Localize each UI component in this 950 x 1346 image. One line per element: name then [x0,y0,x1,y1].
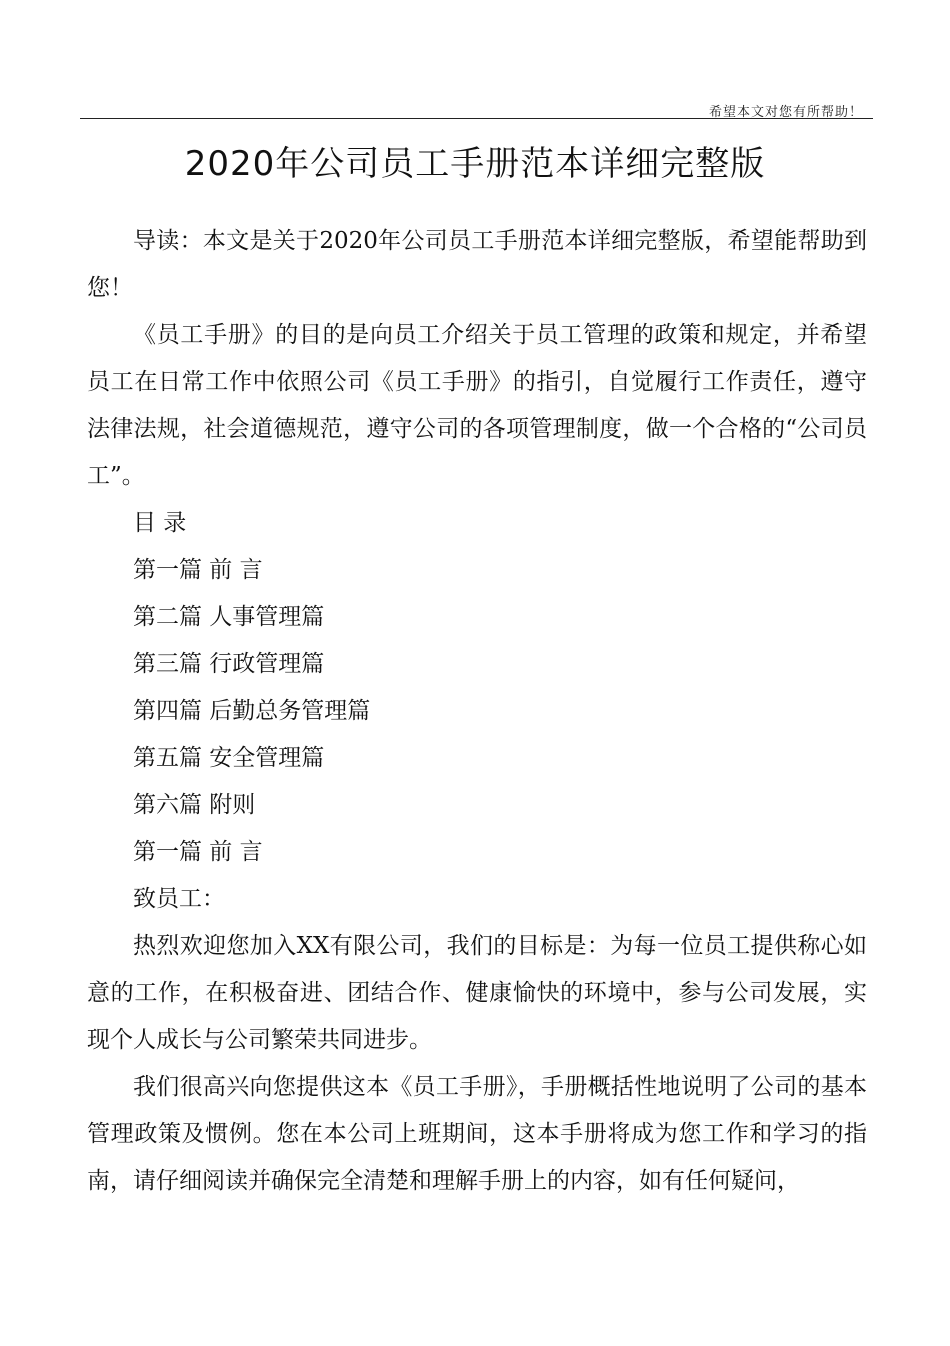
toc-item: 第一篇 前 言 [133,557,263,583]
welcome-paragraph: 热烈欢迎您加入XX有限公司，我们的目标是：为每一位员工提供称心如意的工作，在积极奋进、团结合作、健康愉快的环境中，参与公司发展，实现个人成长与公司繁荣共同进步。 [87,933,867,1053]
toc-item: 第三篇 行政管理篇 [133,651,325,677]
handbook-intro-paragraph: 我们很高兴向您提供这本《员工手册》，手册概括性地说明了公司的基本管理政策及惯例。您在本公司上班期间，这本手册将成为您工作和学习的指南，请仔细阅读并确保完全清楚和理解手册上的内容，如有任何疑问， [87,1074,867,1194]
toc-heading: 目 录 [133,510,187,536]
section-heading: 第一篇 前 言 [133,839,263,865]
toc-item: 第五篇 安全管理篇 [133,745,325,771]
toc-item: 第六篇 附则 [133,792,256,818]
purpose-paragraph: 《员工手册》的目的是向员工介绍关于员工管理的政策和规定，并希望员工在日常工作中依照公司《员工手册》的指引，自觉履行工作责任，遵守法律法规，社会道德规范，遵守公司的各项管理制度，做一个合格的“公司员工”。 [87,322,867,489]
toc-item: 第二篇 人事管理篇 [133,604,325,630]
greeting-line: 致员工： [133,886,225,912]
header-divider [80,118,873,119]
document-title: 2020年公司员工手册范本详细完整版 [184,144,766,184]
intro-paragraph: 导读：本文是关于2020年公司员工手册范本详细完整版，希望能帮助到您！ [87,228,867,301]
header-note: 希望本文对您有所帮助！ [708,105,863,120]
toc-item: 第四篇 后勤总务管理篇 [133,698,371,724]
document-body [87,218,867,1205]
